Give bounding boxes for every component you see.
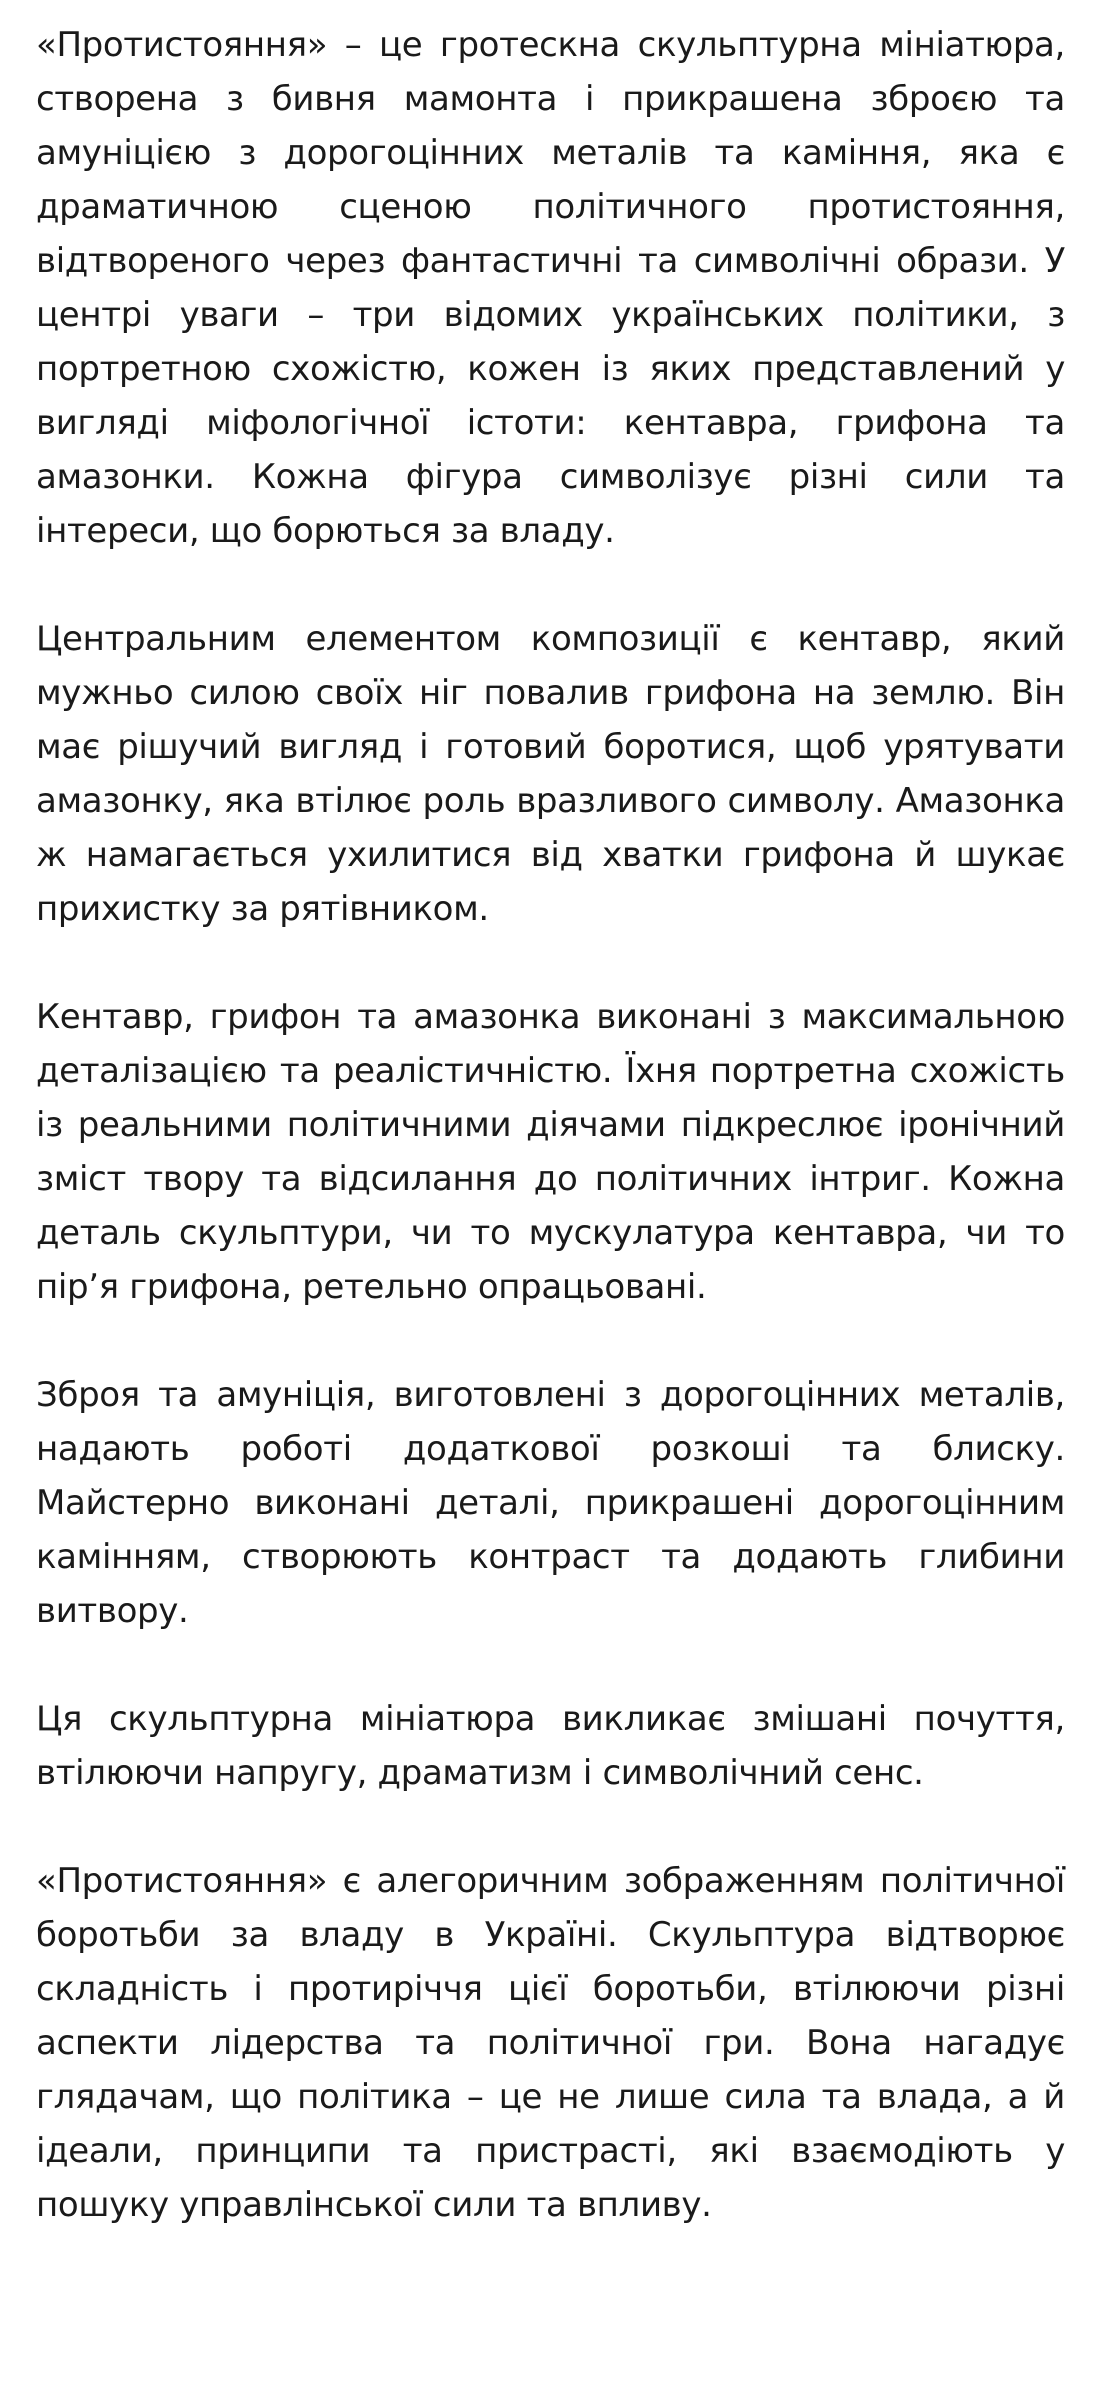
paragraph-conclusion: «Протистояння» є алегоричним зображенням політичної боротьби за владу в Україні. Скульптура відтворює складність і протиріччя цієї боротьби, втілюючи різні аспекти лідерства та політичної гри. Вона нагадує глядачам, що політика – це не лише сила та влада, а й ідеали, принципи та пристрасті, які взаємодіють у пошуку управлінської сили та впливу. xyxy=(36,1861,1065,2225)
paragraph-weapons: Зброя та амуніція, виготовлені з дорогоцінних металів, надають роботі додаткової розкоші та блиску. Майстерно виконані деталі, прикрашені дорогоцінним камінням, створюють контраст та додають глибини витвору. xyxy=(36,1375,1065,1631)
paragraph-centaur: Центральним елементом композиції є кентавр, який мужньо силою своїх ніг повалив грифона на землю. Він має рішучий вигляд і готовий боротися, щоб урятувати амазонку, яка втілює роль вразливого символу. Амазонка ж намагається ухилитися від хватки грифона й шукає прихистку за рятівником. xyxy=(36,619,1065,929)
paragraph-intro: «Протистояння» – це гротескна скульптурна мініатюра, створена з бивня мамонта і прикрашена зброєю та амуніцією з дорогоцінних металів та каміння, яка є драматичною сценою політичного протистояння, відтвореного через фантастичні та символічні образи. У центрі уваги – три відомих українських політики, з портретною схожістю, кожен із яких представлений у вигляді міфологічної істоти: кентавра, грифона та амазонки. Кожна фігура символізує різні сили та інтереси, що борються за владу. xyxy=(36,25,1065,551)
paragraph-feelings: Ця скульптурна мініатюра викликає змішані почуття, втілюючи напругу, драматизм і символічний сенс. xyxy=(36,1699,1065,1793)
article-body xyxy=(36,0,1065,2286)
paragraph-details: Кентавр, грифон та амазонка виконані з максимальною деталізацією та реалістичністю. Їхня портретна схожість із реальними політичними діячами підкреслює іронічний зміст твору та відсилання до політичних інтриг. Кожна деталь скульптури, чи то мускулатура кентавра, чи то пір’я грифона, ретельно опрацьовані. xyxy=(36,997,1065,1307)
